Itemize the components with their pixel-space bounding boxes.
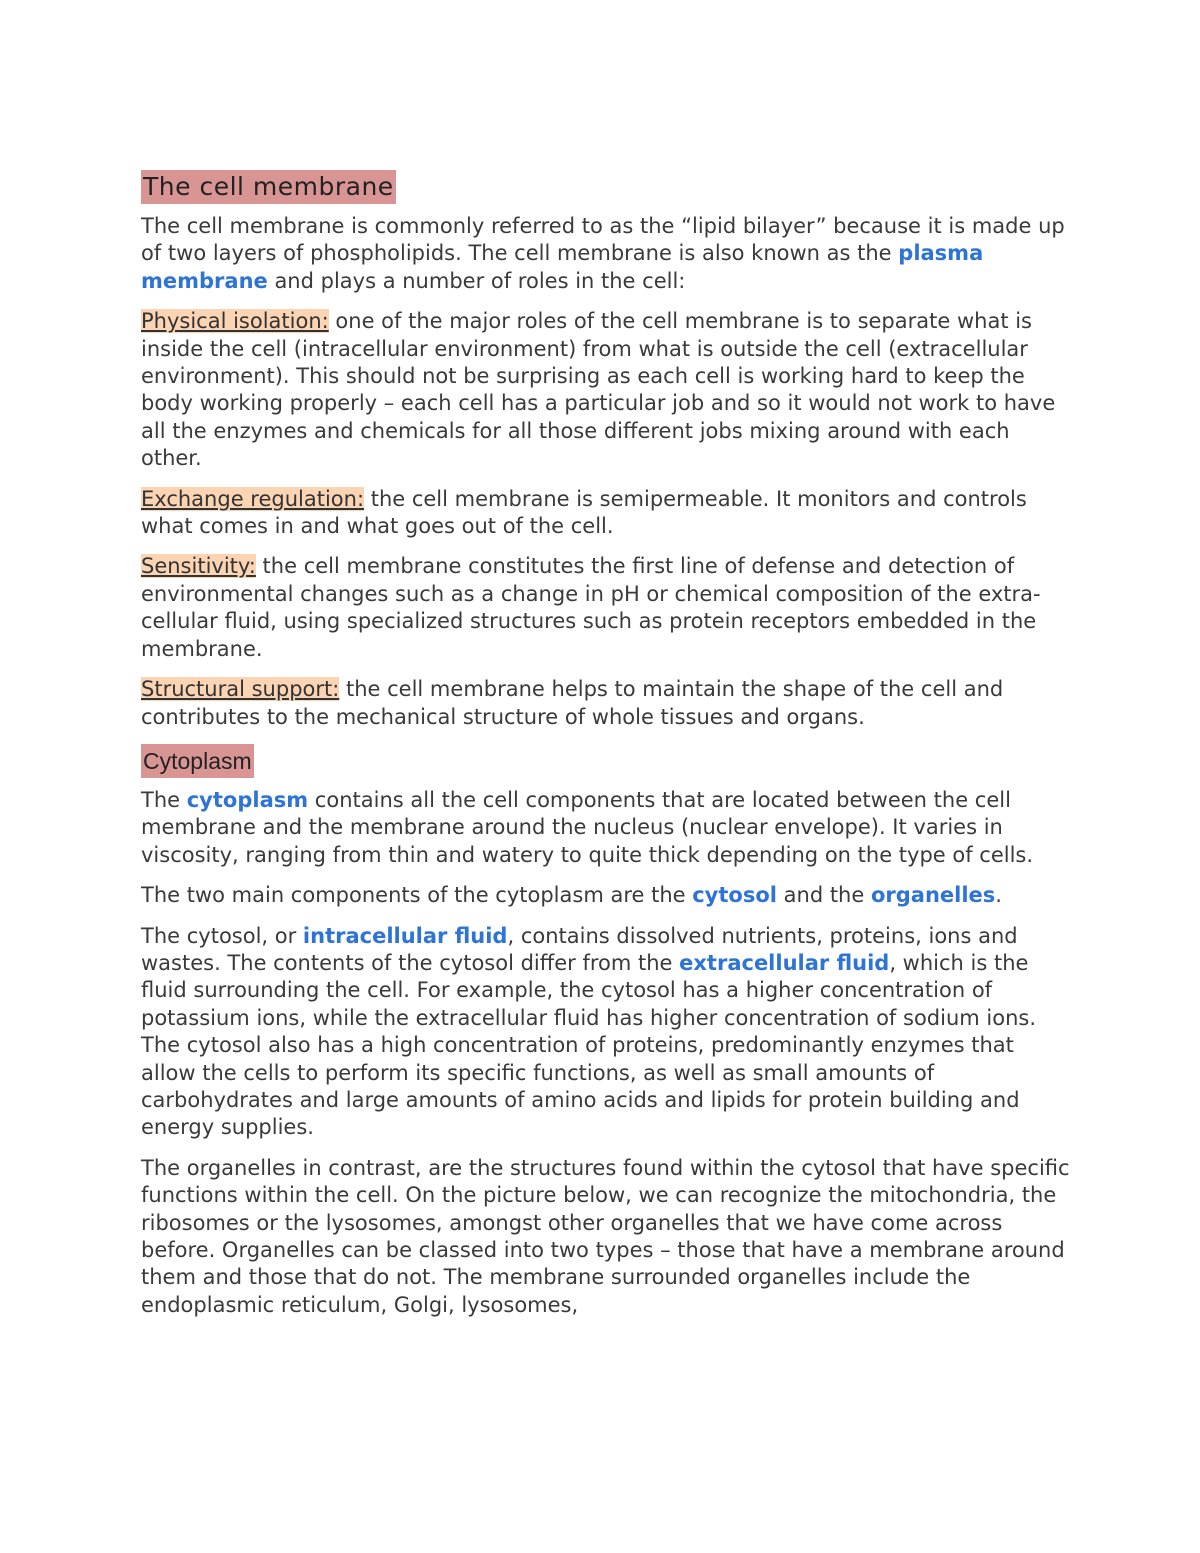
components-text-1: The two main components of the cytoplasm are the <box>141 883 693 908</box>
components-text-3: . <box>995 883 1002 908</box>
cytoplasm-text-2: contains all the cell components that are located between the cell membrane and the membrane around the nucleus (nuclear envelope). It varies in viscosity, ranging from thin and watery to quite thick depending on the type of cells. <box>141 787 1034 867</box>
term-intracellular-fluid: intracellular fluid <box>302 923 508 948</box>
term-organelles: organelles <box>870 883 996 908</box>
paragraph-main-components <box>141 882 1071 909</box>
text-structural-support: the cell membrane helps to maintain the shape of the cell and contributes to the mechanical structure of whole tissues and organs. <box>141 677 1004 729</box>
label-exchange-regulation: Exchange regulation: <box>141 486 365 511</box>
term-cytosol: cytosol <box>692 883 777 908</box>
paragraph-organelles: The organelles in contrast, are the structures found within the cytosol that have specific functions within the cell. On the picture below, we can recognize the mitochondria, the ribosomes or the lysosomes, amongst other organelles that we have come across before. Organelles can be classed into two types – those that have a membrane around them and those that do not. The membrane surrounded organelles include the endoplasmic reticulum, Golgi, lysosomes, <box>141 1155 1070 1317</box>
paragraph-physical-isolation <box>141 308 1071 472</box>
term-plasma-membrane: plasma membrane <box>141 241 984 293</box>
label-sensitivity: Sensitivity: <box>141 554 256 579</box>
document-body <box>141 170 1071 1332</box>
paragraph-exchange-regulation <box>141 486 1071 541</box>
paragraph-cytosol <box>141 923 1071 1142</box>
components-text-2: and the <box>776 883 871 908</box>
text-physical-isolation: one of the major roles of the cell membrane is to separate what is inside the cell (intracellular environment) from what is outside the cell (extracellular environment). This should not be surprising as each cell is working hard to keep the body working properly – each cell has a particular job and so it would not work to have all the enzymes and chemicals for all those different jobs mixing around with each other. <box>141 309 1056 471</box>
intro-text-2: and plays a number of roles in the cell: <box>267 268 686 293</box>
label-structural-support: Structural support: <box>141 677 340 702</box>
label-physical-isolation: Physical isolation: <box>141 309 329 334</box>
cytoplasm-text-1: The <box>141 787 187 812</box>
intro-text-1: The cell membrane is commonly referred to as the “lipid bilayer” because it is made up of two layers of phospholipids. The cell membrane is also known as the <box>141 214 1065 266</box>
heading-cytoplasm: Cytoplasm <box>141 744 254 778</box>
paragraph-cytoplasm-definition <box>141 787 1071 869</box>
paragraph-intro <box>141 213 1071 295</box>
cytosol-text-3: , which is the fluid surrounding the cell. For example, the cytosol has a higher concentration of potassium ions, while the extracellular fluid has higher concentration of sodium ions. The cytosol also has a high concentration of proteins, predominantly enzymes that allow the cells to perform its specific functions, as well as small amounts of carbohydrates and large amounts of amino acids and lipids for protein building and energy supplies. <box>141 950 1037 1140</box>
cytosol-text-1: The cytosol, or <box>141 923 303 948</box>
paragraph-sensitivity <box>141 553 1071 663</box>
cytosol-text-2: , contains dissolved nutrients, proteins, ions and wastes. The contents of the cytosol differ from the <box>141 923 1018 975</box>
text-sensitivity: the cell membrane constitutes the first line of defense and detection of environmental changes such as a change in pH or chemical composition of the extra-cellular fluid, using specialized structures such as protein receptors embedded in the membrane. <box>141 554 1041 661</box>
text-exchange-regulation: the cell membrane is semipermeable. It monitors and controls what comes in and what goes out of the cell. <box>141 486 1027 539</box>
term-cytoplasm: cytoplasm <box>186 787 309 812</box>
heading-wrap-cytoplasm <box>141 744 1071 778</box>
paragraph-structural-support <box>141 676 1071 731</box>
term-extracellular-fluid: extracellular fluid <box>679 950 890 975</box>
heading-wrap-cell-membrane <box>141 170 1071 204</box>
heading-cell-membrane: The cell membrane <box>141 170 396 204</box>
